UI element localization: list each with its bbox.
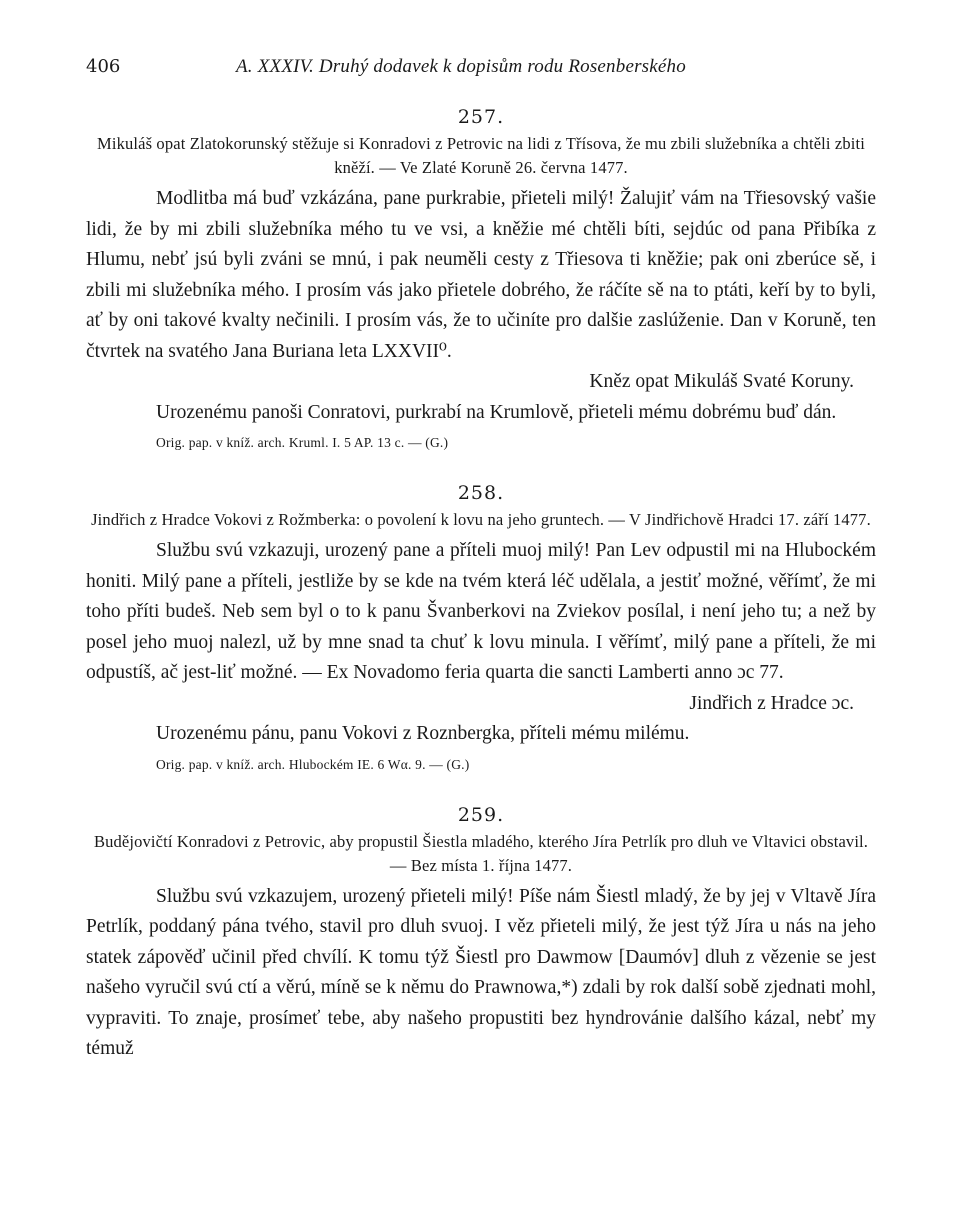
letter-body: Modlitba má buď vzkázána, pane purkrabie, přieteli milý! Žalujiť vám na Třiesovský vašie lidi, že by mi zbili služebníka mého tu ve vsi, a kněžie mé chtěli bíti, sejdúc od pana Přibíka z Hlumu, nebť jsú byli zváni se mnú, i pak neuměli cesty z Třiesova ti kněžie; pak oni zberúce sě, i zbili mi služebníka mého. I prosím vás jako přietele dobrého, že ráčíte sě na to ptáti, keří by to byli, ať by oni takové kvalty nečinili. I prosím vás, že to učiníte pro dalšie zaslúženie. Dan v Koruně, ten čtvrtek na svatého Jana Buriana leta LXXVII⁰. [86,188,876,362]
letter-signature: Kněz opat Mikuláš Svaté Koruny. [589,371,854,392]
letter-signature: Jindřich z Hradce ɔc. [689,692,854,714]
letter-source: Orig. pap. v kníž. arch. Kruml. I. 5 AP. 13 c. — (G.) [156,435,449,450]
page-number: 406 [86,56,121,77]
letter-number: 257. [457,106,505,128]
letter-address: Urozenému pánu, panu Vokovi z Roznbergka, příteli mému milému. [156,723,690,744]
running-head [86,56,876,90]
page [86,56,876,1065]
letter-body: Službu svú vzkazujem, urozený přieteli milý! Píše nám Šiestl mladý, že by jej v Vltavě Jíra Petrlík, poddaný pána tvého, stavil pro dluh svuoj. I věz přieteli milý, že jest týž Jíra u nás na jeho statek zápověď učinil před chvílí. K tomu týž Šiestl pro Dawmow [Daumóv] dluh z vězenie se jest našeho vyručil svú ctí a věrú, míně se k němu do Prawnowa,*) zdali by rok další sobě zjednati mohl, vypraviti. To znaje, prosímeť tebe, aby našeho propustiti bez hyndrovánie dalšího kázal, nebť my témuž [86,885,876,1059]
letter-regest: Mikuláš opat Zlatokorunský stěžuje si Konradovi z Petrovic na lidi z Třísova, že mu zbili služebníka a chtěli zbiti kněží. — Ve Zlaté Koruně 26. června 1477. [97,134,865,177]
letter-number: 259. [457,803,505,826]
letter-number: 258. [457,482,505,504]
letter-address: Urozenému panoši Conratovi, purkrabí na Krumlově, přieteli mému dobrému buď dán. [156,401,837,423]
letter-body: Službu svú vzkazuji, urozený pane a příteli muoj milý! Pan Lev odpustil mi na Hlubockém honiti. Milý pane a příteli, jestliže by se kde na tvém která léč udělala, a jestiť možné, věřímť, že mi toho příti budeš. Neb sem byl o to k panu Švanberkovi na Zviekov posílal, i není jeho tu; a než by posel jeho muoj nalezl, už by mne snad ta chuť k lovu minula. I věřímť, milý pane a příteli, že mi odpustíš, ač jest-liť možné. — Ex Novadomo feria quarta die sancti Lamberti anno ɔc 77. [86,540,876,683]
letter-258 [86,482,876,776]
running-title: A. XXXIV. Druhý dodavek k dopisům rodu Rosenberského [236,56,686,77]
letter-regest: Budějovičtí Konradovi z Petrovic, aby propustil Šiestla mladého, kterého Jíra Petrlík pro dluh ve Vltavici obstavil. — Bez místa 1. října 1477. [93,831,869,875]
letter-257 [86,106,876,454]
letter-source: Orig. pap. v kníž. arch. Hlubockém IE. 6 Wα. 9. — (G.) [156,756,470,772]
letter-259 [86,804,876,1065]
letter-regest: Jindřich z Hradce Vokovi z Rožmberka: o povolení k lovu na jeho gruntech. — V Jindřichově Hradci 17. září 1477. [91,510,871,529]
